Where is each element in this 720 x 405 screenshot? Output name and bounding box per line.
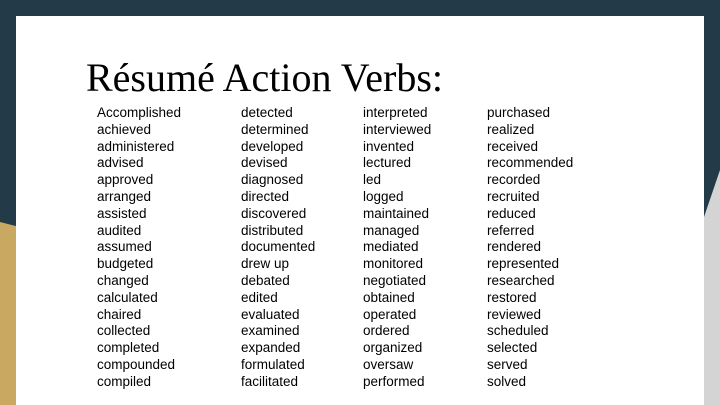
verb-item: served: [487, 356, 528, 372]
verb-column-1: [97, 105, 181, 391]
verb-item: documented: [241, 239, 316, 255]
verb-item: selected: [487, 340, 538, 356]
verb-item: detected: [241, 105, 293, 120]
verb-item: interpreted: [363, 105, 428, 120]
verb-item: assumed: [97, 239, 152, 255]
verb-item: invented: [363, 138, 415, 154]
verb-item: chaired: [97, 306, 142, 322]
verb-item: evaluated: [241, 306, 300, 322]
verb-item: compounded: [97, 356, 176, 372]
verb-item: represented: [487, 256, 560, 272]
verb-column-4: [487, 105, 573, 391]
verb-item: interviewed: [363, 121, 432, 137]
verb-item: ordered: [363, 323, 410, 339]
verb-item: reduced: [487, 205, 536, 221]
verb-item: changed: [97, 272, 149, 288]
verb-item: administered: [97, 138, 175, 154]
verb-item: operated: [363, 306, 417, 322]
verb-item: edited: [241, 289, 278, 305]
verb-item: logged: [363, 188, 404, 204]
verb-item: negotiated: [363, 272, 427, 288]
verb-item: lectured: [363, 155, 412, 171]
verb-item: calculated: [97, 289, 158, 305]
verb-item: realized: [487, 121, 535, 137]
verb-item: Accomplished: [97, 105, 182, 120]
verb-item: expanded: [241, 340, 301, 356]
verb-item: restored: [487, 289, 537, 305]
verb-item: solved: [487, 373, 527, 389]
verb-item: oversaw: [363, 356, 414, 372]
verb-item: devised: [241, 155, 288, 171]
verb-item: developed: [241, 138, 304, 154]
verb-item: formulated: [241, 356, 305, 372]
verb-item: facilitated: [241, 373, 299, 389]
verb-item: maintained: [363, 205, 430, 221]
verb-item: monitored: [363, 256, 424, 272]
verb-item: assisted: [97, 205, 147, 221]
verb-column-2: [241, 105, 315, 391]
verb-item: audited: [97, 222, 142, 238]
verb-item: recorded: [487, 172, 541, 188]
verb-item: recommended: [487, 155, 574, 171]
verb-item: rendered: [487, 239, 542, 255]
verb-item: mediated: [363, 239, 419, 255]
verb-item: arranged: [97, 188, 152, 204]
verb-item: directed: [241, 188, 290, 204]
verb-item: debated: [241, 272, 290, 288]
verb-item: drew up: [241, 256, 290, 272]
verb-item: discovered: [241, 205, 307, 221]
verb-item: collected: [97, 323, 151, 339]
verb-item: determined: [241, 121, 309, 137]
verb-item: achieved: [97, 121, 152, 137]
verb-item: obtained: [363, 289, 415, 305]
content-card: [16, 16, 704, 405]
verb-item: performed: [363, 373, 425, 389]
verb-item: purchased: [487, 105, 551, 120]
verb-item: scheduled: [487, 323, 549, 339]
verb-item: received: [487, 138, 539, 154]
verb-item: researched: [487, 272, 555, 288]
verb-item: led: [363, 172, 382, 188]
verb-column-3: [363, 105, 431, 391]
slide-title: Résumé Action Verbs:: [86, 55, 444, 100]
verb-item: recruited: [487, 188, 540, 204]
verb-item: approved: [97, 172, 154, 188]
verb-item: budgeted: [97, 256, 154, 272]
verb-item: managed: [363, 222, 420, 238]
verb-item: completed: [97, 340, 160, 356]
verb-item: compiled: [97, 373, 152, 389]
verb-item: diagnosed: [241, 172, 304, 188]
verb-item: examined: [241, 323, 300, 339]
verb-item: distributed: [241, 222, 304, 238]
verb-item: advised: [97, 155, 144, 171]
verb-item: referred: [487, 222, 535, 238]
verb-item: organized: [363, 340, 423, 356]
verb-item: reviewed: [487, 306, 542, 322]
